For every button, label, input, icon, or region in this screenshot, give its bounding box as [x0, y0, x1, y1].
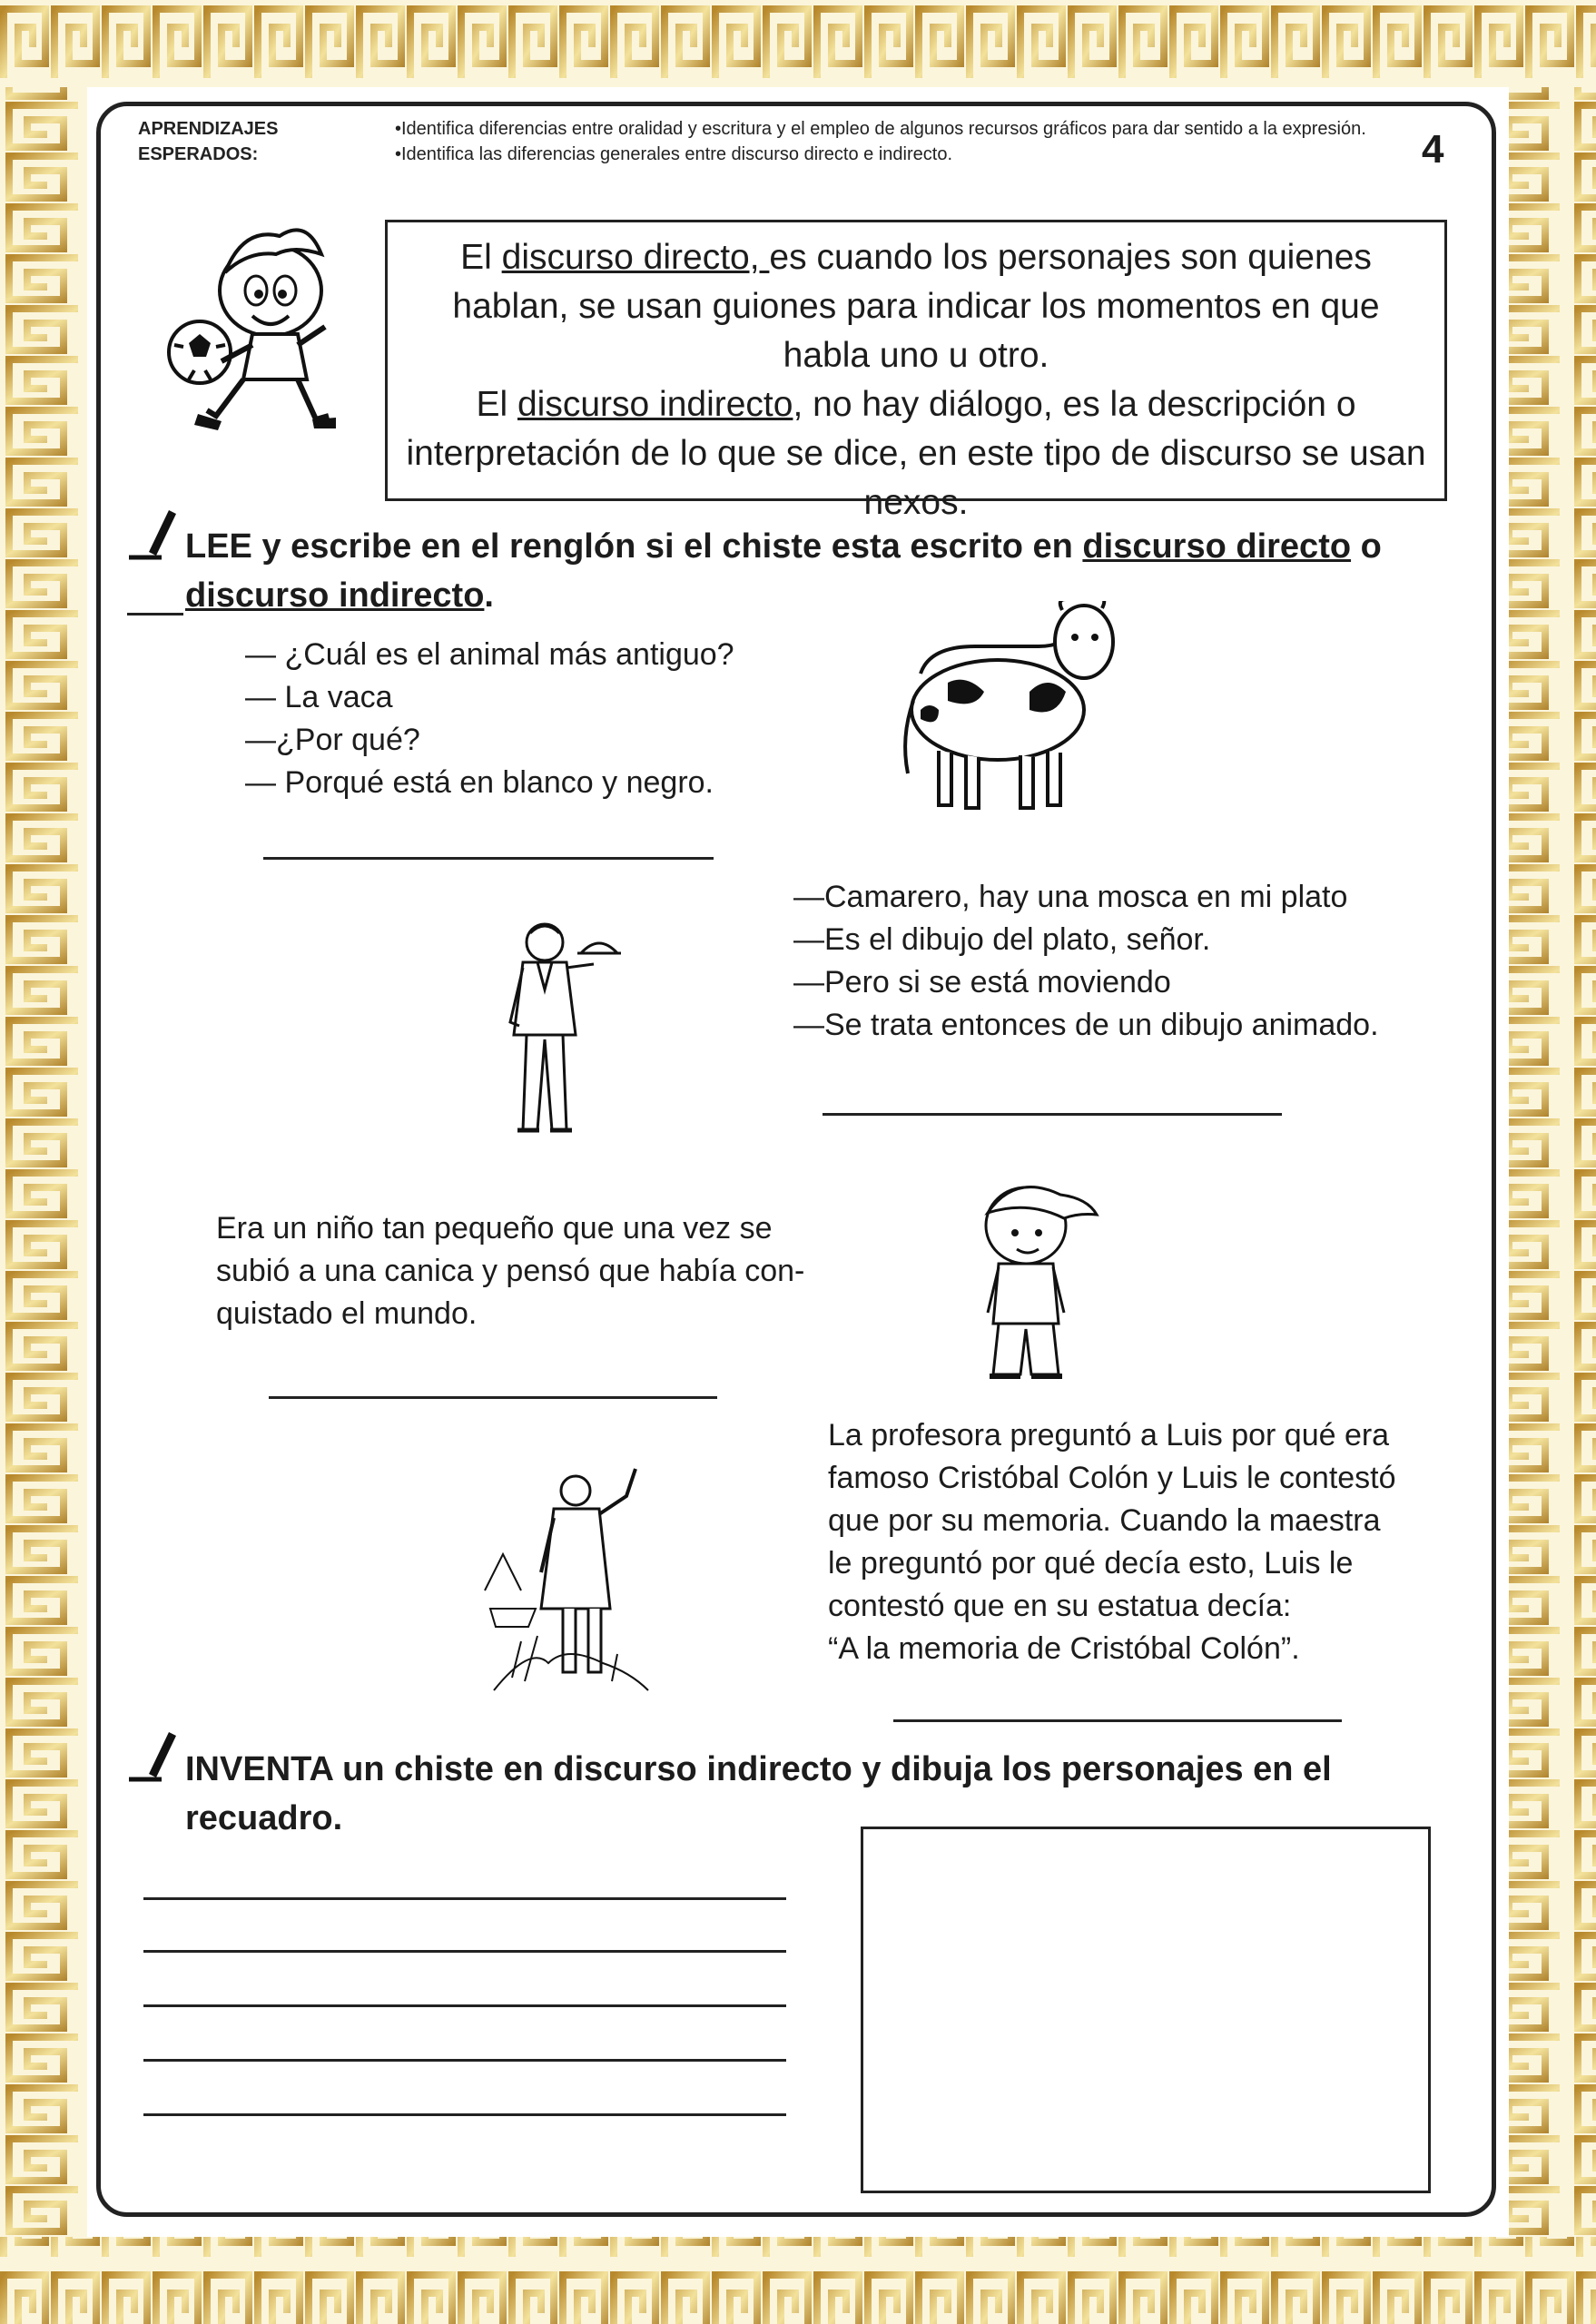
- term-indirect-speech: discurso indirecto: [517, 385, 793, 424]
- waiter-illustration: [490, 917, 626, 1144]
- answer-line-2[interactable]: [823, 1113, 1282, 1116]
- instruction-term-indirect: discurso indirecto: [185, 576, 485, 615]
- underline-decoration: [127, 613, 183, 615]
- answer-line-1[interactable]: [263, 857, 714, 860]
- objective-2: •Identifica las diferencias generales entre discurso directo e indirecto.: [395, 144, 952, 164]
- objective-1: •Identifica diferencias entre oralidad y escritura y el empleo de algunos recursos gráficos para dar sentido a la expresión.: [395, 119, 1366, 139]
- instruction-term-direct: discurso directo: [1082, 527, 1352, 566]
- definition-text: El: [476, 385, 517, 424]
- joke-columbus-text: La profesora preguntó a Luis por qué era famoso Cristóbal Colón y Luis le contestó que por su memoria. Cuando la maestra le preguntó por qué decía esto, Luis le contestó que en su estatua decía: “A la memoria de Cristóbal Colón”.: [828, 1418, 1396, 1666]
- boy-cap-illustration: [962, 1177, 1108, 1389]
- writing-line-3[interactable]: [143, 2004, 786, 2007]
- instruction-text: LEE y escribe en el renglón si el chiste esta escrito en: [185, 527, 1083, 566]
- writing-line-1[interactable]: [143, 1897, 786, 1900]
- term-direct-speech: discurso directo,: [501, 238, 770, 277]
- instruction-2: INVENTA un chiste en discurso indirecto y dibuja los personajes en el recuadro.: [185, 1750, 1332, 1837]
- writing-line-5[interactable]: [143, 2113, 786, 2116]
- writing-line-2[interactable]: [143, 1950, 786, 1953]
- drawing-box[interactable]: [861, 1827, 1431, 2193]
- learning-objectives: [138, 116, 1427, 167]
- instruction-text: .: [484, 576, 494, 615]
- joke-marble-text: Era un niño tan pequeño que una vez se subió a una canica y pensó que había con- quistado el mundo.: [216, 1211, 805, 1331]
- writing-line-4[interactable]: [143, 2059, 786, 2062]
- joke-cow-text: — ¿Cuál es el animal más antiguo? — La vaca —¿Por qué? — Porqué está en blanco y negro.: [245, 637, 734, 800]
- columbus-illustration: [476, 1463, 657, 1692]
- instruction-text: o: [1351, 527, 1382, 566]
- pencil-icon: [127, 508, 178, 561]
- definition-box: [385, 220, 1447, 522]
- page-number: 4: [1422, 127, 1444, 172]
- definition-text: El: [460, 238, 502, 277]
- pencil-icon: [127, 1730, 178, 1783]
- boy-soccer-illustration: [162, 227, 352, 445]
- answer-line-3[interactable]: [269, 1396, 717, 1399]
- objectives-label: APRENDIZAJES ESPERADOS:: [138, 119, 279, 164]
- joke-waiter-text: —Camarero, hay una mosca en mi plato —Es el dibujo del plato, señor. —Pero si se está moviendo —Se trata entonces de un dibujo animado.: [793, 880, 1379, 1042]
- instruction-1: [185, 522, 1447, 620]
- definition-text: , no hay diálogo, es la descripción o interpretación de lo que se dice, en este tipo de discurso se usan nexos.: [406, 385, 1426, 522]
- answer-line-4[interactable]: [893, 1719, 1342, 1722]
- definition-text: es cuando los personajes son quienes hablan, se usan guiones para indicar los momentos en que habla uno u otro.: [452, 238, 1380, 375]
- cow-illustration: [893, 601, 1120, 819]
